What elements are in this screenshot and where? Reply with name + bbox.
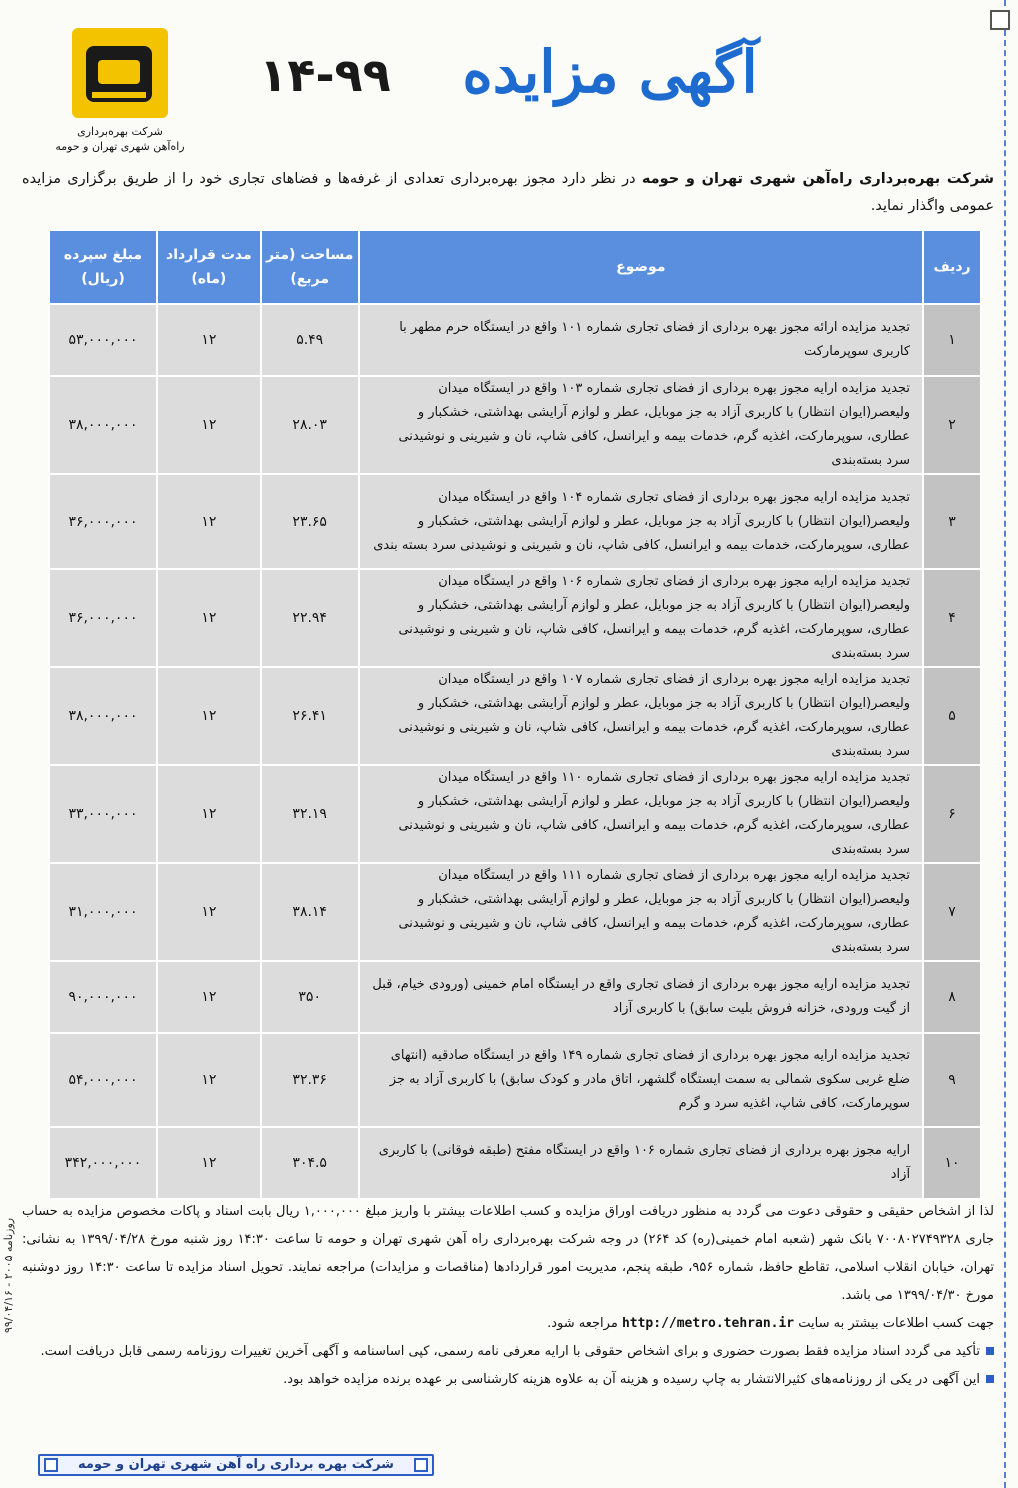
row-subject: تجدید مزایده ارایه مجوز بهره برداری از فضای تجاری شماره ۱۰۶ واقع در ایستگاه میدان ولیعصر(ایوان انتظار) با کاربری آزاد به جز موبایل، عطر و لوازم آرایشی بهداشتی، خشکبار و عطاری، سوپرمارکت، اغذیه گرم، خدمات بیمه و ایرانسل، کافی شاپ، نان و شیرینی و نوشیدنی سرد بسته‌بندی xyxy=(359,569,923,667)
row-area: ۳۲.۱۹ xyxy=(261,765,359,863)
row-duration: ۱۲ xyxy=(157,1033,261,1127)
metro-logo xyxy=(72,28,168,118)
row-deposit: ۳۶,۰۰۰,۰۰۰ xyxy=(49,474,157,569)
row-number: ۲ xyxy=(923,376,981,474)
row-number: ۵ xyxy=(923,667,981,765)
row-number: ۳ xyxy=(923,474,981,569)
intro-rest: در نظر دارد مجوز بهره‌برداری تعدادی از غرفه‌ها و فضاهای تجاری خود را از طریق برگزاری مزایده عمومی واگذار نماید. xyxy=(22,171,994,214)
row-area: ۲۳.۶۵ xyxy=(261,474,359,569)
website-link[interactable]: http://metro.tehran.ir xyxy=(621,1316,795,1331)
row-duration: ۱۲ xyxy=(157,376,261,474)
train-icon xyxy=(86,46,152,102)
header-subject: موضوع xyxy=(359,230,923,304)
row-deposit: ۹۰,۰۰۰,۰۰۰ xyxy=(49,961,157,1033)
footer-text xyxy=(22,1198,994,1394)
table-row xyxy=(49,961,981,1033)
footer-paragraph-3 xyxy=(22,1338,994,1366)
row-duration: ۱۲ xyxy=(157,1127,261,1199)
footer-website-outro: مراجعه شود. xyxy=(547,1316,622,1331)
row-subject: تجدید مزایده ارایه مجوز بهره برداری از فضای تجاری شماره ۱۰۳ واقع در ایستگاه میدان ولیعصر(ایوان انتظار) با کاربری آزاد به جز موبایل، عطر و لوازم آرایشی بهداشتی، خشکبار و عطاری، سوپرمارکت، اغذیه گرم، خدمات بیمه و ایرانسل، کافی شاپ، نان و شیرینی و نوشیدنی سرد بسته‌بندی xyxy=(359,376,923,474)
row-area: ۳۲.۳۶ xyxy=(261,1033,359,1127)
row-deposit: ۳۶,۰۰۰,۰۰۰ xyxy=(49,569,157,667)
table-row xyxy=(49,667,981,765)
footer-paragraph-4 xyxy=(22,1366,994,1394)
footer-note-docs: تأکید می گردد اسناد مزایده فقط بصورت حضوری و برای اشخاص حقوقی با ارایه معرفی نامه رسمی، کپی اساسنامه و آگهی آخرین تغییرات روزنامه رسمی قابل دریافت است. xyxy=(40,1344,980,1359)
row-deposit: ۳۸,۰۰۰,۰۰۰ xyxy=(49,667,157,765)
table-row xyxy=(49,863,981,961)
row-area: ۳۰۴.۵ xyxy=(261,1127,359,1199)
bottom-company-name: شرکت بهره برداری راه آهن شهری تهران و حومه xyxy=(78,1457,394,1472)
row-area: ۳۸.۱۴ xyxy=(261,863,359,961)
row-duration: ۱۲ xyxy=(157,961,261,1033)
newspaper-date-stamp: روزنامه ۲۰۰۵ - ۹۹/۰۴/۱۶ xyxy=(2,1217,15,1333)
row-area: ۲۶.۴۱ xyxy=(261,667,359,765)
header-duration: مدت قرارداد (ماه) xyxy=(157,230,261,304)
row-subject: تجدید مزایده ارایه مجوز بهره برداری از فضای تجاری شماره ۱۰۴ واقع در ایستگاه میدان ولیعصر(ایوان انتظار) با کاربری آزاد به جز موبایل، عطر و لوازم آرایشی بهداشتی، خشکبار و عطاری، سوپرمارکت، خدمات بیمه و ایرانسل، کافی شاپ، نان و شیرینی و نوشیدنی سرد بسته بندی xyxy=(359,474,923,569)
page-title: آگهی مزایده xyxy=(462,38,758,106)
row-deposit: ۵۴,۰۰۰,۰۰۰ xyxy=(49,1033,157,1127)
row-deposit: ۳۳,۰۰۰,۰۰۰ xyxy=(49,765,157,863)
auction-table xyxy=(48,229,982,1200)
row-area: ۲۲.۹۴ xyxy=(261,569,359,667)
row-number: ۷ xyxy=(923,863,981,961)
table-header-row xyxy=(49,230,981,304)
footer-paragraph-1: لذا از اشخاص حقیقی و حقوقی دعوت می گردد به منظور دریافت اوراق مزایده و کسب اطلاعات بیشتر با واریز مبلغ ۱,۰۰۰,۰۰۰ ریال بابت اسناد و پاکات مخصوص مزایده به حساب جاری ۷۰۰۸۰۲۷۴۹۳۲۸ بانک شهر (شعبه امام خمینی(ره) کد ۲۶۴) در وجه شرکت بهره‌برداری راه آهن شهری تهران و حومه تا ساعت ۱۴:۳۰ روز شنبه مورخ ۱۳۹۹/۰۴/۲۸ به نشانی: تهران، خیابان انقلاب اسلامی، تقاطع حافظ، شماره ۹۵۶، طبقه پنجم، مدیریت امور قراردادها (مناقصات و مزایدات) مراجعه نمایند. تحویل اسناد مزایده تا ساعت ۱۴:۳۰ روز دوشنبه مورخ ۱۳۹۹/۰۴/۳۰ می باشد. xyxy=(22,1204,994,1303)
row-number: ۸ xyxy=(923,961,981,1033)
corner-square-icon xyxy=(990,10,1010,30)
header-area: مساحت (متر مربع) xyxy=(261,230,359,304)
row-deposit: ۳۴۲,۰۰۰,۰۰۰ xyxy=(49,1127,157,1199)
row-duration: ۱۲ xyxy=(157,863,261,961)
row-subject: تجدید مزایده ارایه مجوز بهره برداری از فضای تجاری شماره ۱۱۱ واقع در ایستگاه میدان ولیعصر(ایوان انتظار) با کاربری آزاد به جز موبایل، عطر و لوازم آرایشی بهداشتی، خشکبار و عطاری، سوپرمارکت، اغذیه گرم، خدمات بیمه و ایرانسل، کافی شاپ، نان و شیرینی و نوشیدنی سرد بسته‌بندی xyxy=(359,863,923,961)
row-duration: ۱۲ xyxy=(157,474,261,569)
footer-paragraph-2 xyxy=(22,1310,994,1338)
row-deposit: ۳۸,۰۰۰,۰۰۰ xyxy=(49,376,157,474)
logo-window xyxy=(98,60,140,84)
row-area: ۲۸.۰۳ xyxy=(261,376,359,474)
table-row xyxy=(49,1033,981,1127)
row-subject: تجدید مزایده ارایه مجوز بهره برداری از فضای تجاری شماره ۱۴۹ واقع در ایستگاه صادقیه (انتهای ضلع غربی سکوی شمالی به سمت ایستگاه گلشهر، اتاق مادر و کودک سابق) با کاربری آزاد به جز سوپرمارکت، کافی شاپ، اغذیه سرد و گرم xyxy=(359,1033,923,1127)
row-subject: ارایه مجوز بهره برداری از فضای تجاری شماره ۱۰۶ واقع در ایستگاه مفتح (طبقه فوقانی) با کاربری آزاد xyxy=(359,1127,923,1199)
company-name-under-logo xyxy=(38,124,202,154)
row-subject: تجدید مزایده ارایه مجوز بهره برداری از فضای تجاری شماره ۱۰۷ واقع در ایستگاه میدان ولیعصر(ایوان انتظار) با کاربری آزاد به جز موبایل، عطر و لوازم آرایشی بهداشتی، خشکبار و عطاری، سوپرمارکت، اغذیه گرم، خدمات بیمه و ایرانسل، کافی شاپ، نان و شیرینی و نوشیدنی سرد بسته‌بندی xyxy=(359,667,923,765)
header-row-number: ردیف xyxy=(923,230,981,304)
bar-square-icon xyxy=(414,1458,428,1472)
company-line2: راه‌آهن شهری تهران و حومه xyxy=(55,140,185,153)
table-row xyxy=(49,376,981,474)
bullet-square-icon xyxy=(986,1375,994,1383)
table-row xyxy=(49,474,981,569)
row-number: ۶ xyxy=(923,765,981,863)
row-deposit: ۵۳,۰۰۰,۰۰۰ xyxy=(49,304,157,376)
row-duration: ۱۲ xyxy=(157,765,261,863)
table-row xyxy=(49,1127,981,1199)
row-deposit: ۳۱,۰۰۰,۰۰۰ xyxy=(49,863,157,961)
intro-paragraph xyxy=(22,166,994,220)
row-number: ۱۰ xyxy=(923,1127,981,1199)
page-edge-border xyxy=(1004,0,1014,1488)
row-area: ۳۵۰ xyxy=(261,961,359,1033)
row-duration: ۱۲ xyxy=(157,569,261,667)
bullet-square-icon xyxy=(986,1347,994,1355)
table-row xyxy=(49,765,981,863)
notice-number: ۱۴-۹۹ xyxy=(259,48,391,102)
company-line1: شرکت بهره‌برداری xyxy=(77,125,163,138)
row-duration: ۱۲ xyxy=(157,304,261,376)
row-area: ۵.۴۹ xyxy=(261,304,359,376)
row-number: ۱ xyxy=(923,304,981,376)
intro-company: شرکت بهره‌برداری راه‌آهن شهری تهران و حومه xyxy=(641,171,994,187)
logo-base xyxy=(92,92,146,98)
bottom-company-bar xyxy=(38,1454,434,1476)
header-deposit: مبلغ سپرده (ریال) xyxy=(49,230,157,304)
row-subject: تجدید مزایده ارائه مجوز بهره برداری از فضای تجاری شماره ۱۰۱ واقع در ایستگاه حرم مطهر با کاربری سوپرمارکت xyxy=(359,304,923,376)
bar-square-icon xyxy=(44,1458,58,1472)
row-number: ۹ xyxy=(923,1033,981,1127)
row-duration: ۱۲ xyxy=(157,667,261,765)
footer-note-cost: این آگهی در یکی از روزنامه‌های کثیرالانتشار به چاپ رسیده و هزینه آن به علاوه هزینه کارشناسی بر عهده برنده مزایده خواهد بود. xyxy=(283,1372,980,1387)
table-row xyxy=(49,569,981,667)
row-subject: تجدید مزایده ارایه مجوز بهره برداری از فضای تجاری واقع در ایستگاه امام خمینی (ورودی خیام، قبل از گیت ورودی، خزانه فروش بلیت سابق) با کاربری آزاد xyxy=(359,961,923,1033)
row-subject: تجدید مزایده ارایه مجوز بهره برداری از فضای تجاری شماره ۱۱۰ واقع در ایستگاه میدان ولیعصر(ایوان انتظار) با کاربری آزاد به جز موبایل، عطر و لوازم آرایشی بهداشتی، خشکبار و عطاری، سوپرمارکت، اغذیه گرم، خدمات بیمه و ایرانسل، کافی شاپ، نان و شیرینی و نوشیدنی سرد بسته‌بندی xyxy=(359,765,923,863)
row-number: ۴ xyxy=(923,569,981,667)
footer-website-intro: جهت کسب اطلاعات بیشتر به سایت xyxy=(794,1316,994,1331)
table-row xyxy=(49,304,981,376)
